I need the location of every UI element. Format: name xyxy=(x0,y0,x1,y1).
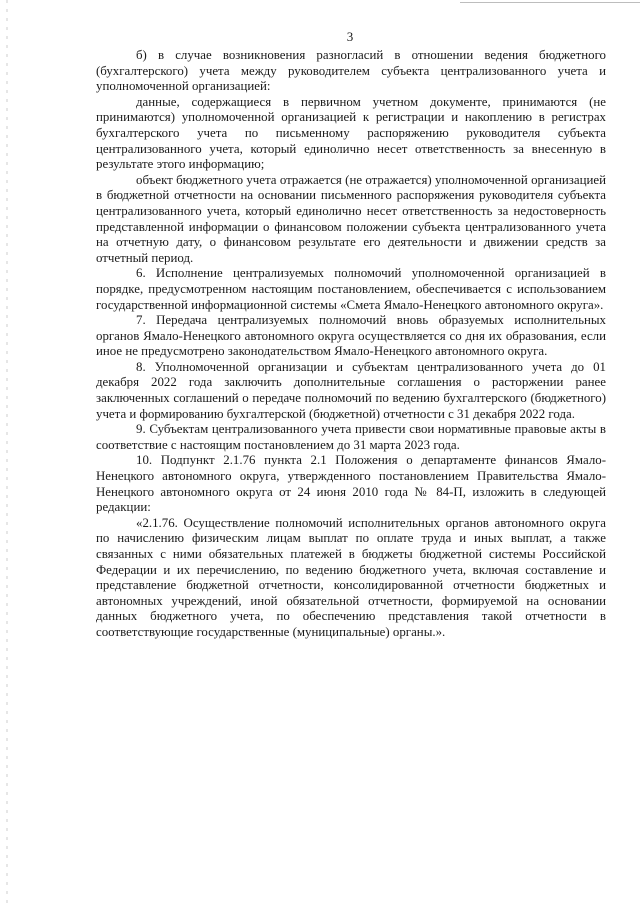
paragraph-item-9: 9. Субъектам централизованного учета привести свои нормативные правовые акты в соответствие с настоящим постановлением до 31 марта 2023 года. xyxy=(96,422,606,452)
paragraph-item-10: 10. Подпункт 2.1.76 пункта 2.1 Положения о департаменте финансов Ямало-Ненецкого автономного округа, утвержденного постановлением Правительства Ямало-Ненецкого автономного округа от 24 июня 2010 года № 84-П, изложить в следующей редакции: xyxy=(96,453,606,515)
paragraph-quoted-2-1-76: «2.1.76. Осуществление полномочий исполнительных органов автономного округа по начислению физическим лицам выплат по оплате труда и иных выплат, а также связанных с ними обязательных платежей в бюджеты бюджетной системы Российской Федерации и их перечислению, по ведению бюджетного учета, включая составление и представление бюджетной отчетности, консолидированной отчетности бюджетных и автономных учреждений, иной обязательной отчетности, формируемой на основании данных бюджетного учета, по обеспечению представления такой отчетности в соответствующие государственные (муниципальные) органы.». xyxy=(96,515,606,639)
paragraph-b-disagreements: б) в случае возникновения разногласий в отношении ведения бюджетного (бухгалтерского) учета между руководителем субъекта централизованного учета и уполномоченной организацией: xyxy=(96,48,606,94)
paragraph-item-8: 8. Уполномоченной организации и субъектам централизованного учета до 01 декабря 2022 года заключить дополнительные соглашения о расторжении ранее заключенных соглашений о передаче полномочий по ведению бухгалтерского (бюджетного) учета и формированию бухгалтерской (бюджетной) отчетности с 31 декабря 2022 года. xyxy=(96,359,606,421)
paragraph-primary-document-data: данные, содержащиеся в первичном учетном документе, принимаются (не принимаются) уполномоченной организацией к регистрации и накоплению в регистрах бухгалтерского учета по письменному распоряжению руководителя субъекта централизованного учета, который единолично несет ответственность за внесенную в результате этого информацию; xyxy=(96,94,606,172)
scan-edge-artifact xyxy=(6,0,8,905)
top-edge-rule xyxy=(460,2,640,3)
paragraph-accounting-object: объект бюджетного учета отражается (не отражается) уполномоченной организацией в бюджетной отчетности на основании письменного распоряжения руководителя субъекта централизованного учета, который единолично несет ответственность за недостоверность представленной информации о финансовом положении субъекта централизованного учета на отчетную дату, о финансовом результате его деятельности и движении средств за отчетный период. xyxy=(96,172,606,265)
document-body xyxy=(96,48,606,641)
paragraph-item-7: 7. Передача централизуемых полномочий вновь образуемых исполнительных органов Ямало-Ненецкого автономного округа осуществляется со дня их образования, если иное не предусмотрено законодательством Ямало-Ненецкого автономного округа. xyxy=(96,313,606,359)
paragraph-item-6: 6. Исполнение централизуемых полномочий уполномоченной организацией в порядке, предусмотренном настоящим постановлением, обеспечивается с использованием государственной информационной системы «Смета Ямало-Ненецкого автономного округа». xyxy=(96,266,606,312)
page-number: 3 xyxy=(346,29,354,44)
